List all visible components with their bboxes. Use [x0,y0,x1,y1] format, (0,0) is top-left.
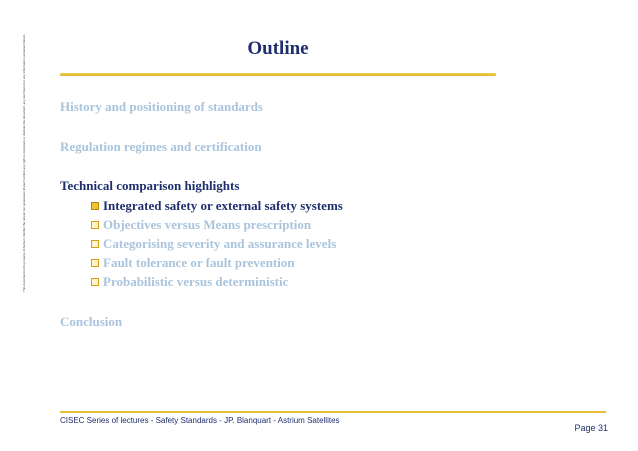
checkbox-bullet-icon [91,259,99,267]
vertical-disclaimer: This document is the property of Astrium. Neither the receipt nor possession thereof confers any right to reproduce or disclose the document, any part thereof or any information contained therein. [22,33,26,292]
checkbox-bullet-icon [91,278,99,286]
subitem-label: Objectives versus Means prescription [103,217,312,232]
page-number: Page 31 [574,423,608,433]
outline-item-regulation: Regulation regimes and certification [60,139,262,154]
checkbox-bullet-icon [91,221,99,229]
subitem-label: Categorising severity and assurance levels [103,236,337,251]
outline-item-technical-comparison: Technical comparison highlights [60,178,240,193]
footer-text: CISEC Series of lectures - Safety Standards - JP. Blanquart - Astrium Satellites [60,416,340,425]
outline-item-conclusion: Conclusion [60,314,123,329]
footer-divider [60,411,606,413]
subitem-label: Probabilistic versus deterministic [103,274,289,289]
checkbox-bullet-icon [91,202,99,210]
checkbox-bullet-icon [91,240,99,248]
subitem-integrated-safety [91,198,343,214]
title-underline [60,73,496,76]
outline-item-history: History and positioning of standards [60,99,263,114]
subitem-severity [91,236,336,252]
subitem-probabilistic [91,274,288,290]
subitem-label: Fault tolerance or fault prevention [103,255,295,270]
subitem-label: Integrated safety or external safety systems [103,198,343,213]
subitem-fault-tolerance [91,255,295,271]
subitem-objectives [91,217,311,233]
slide-title: Outline [247,38,309,59]
